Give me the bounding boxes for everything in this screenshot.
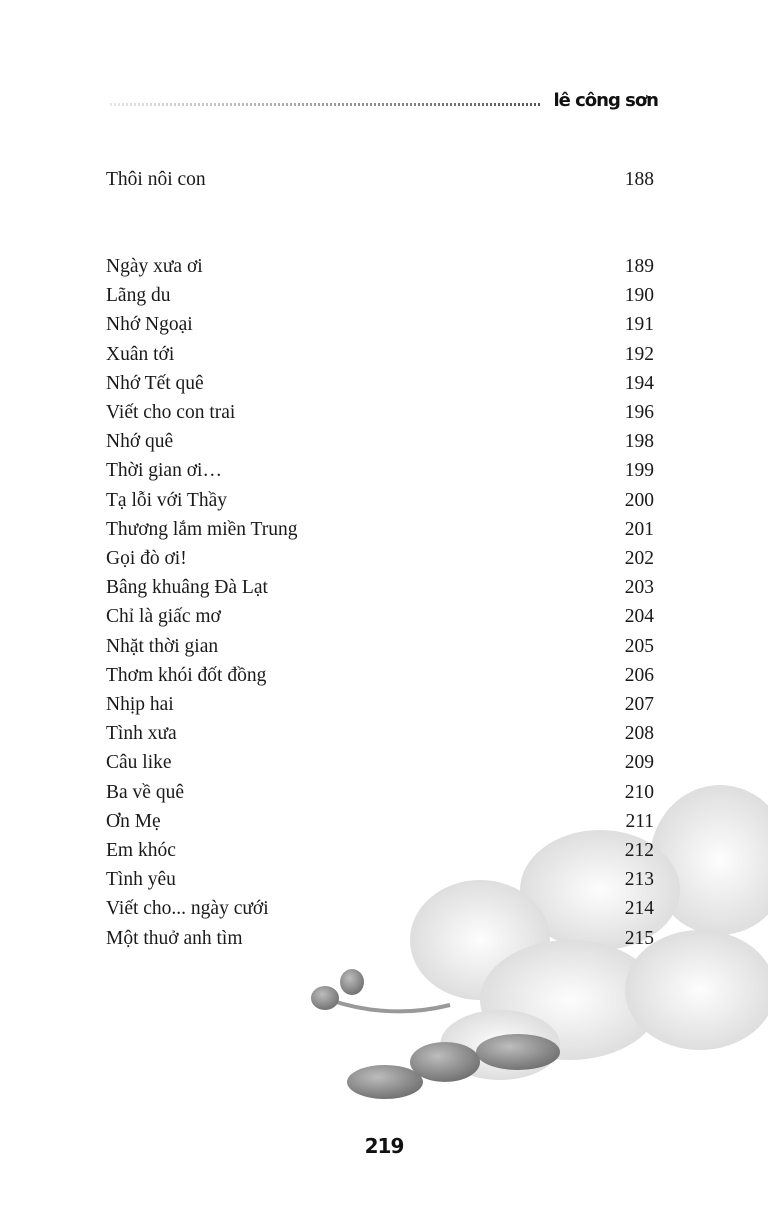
toc-entry-page: 202 xyxy=(624,548,654,569)
page-number: 219 xyxy=(364,1134,404,1158)
toc-entry-title: Ba về quê xyxy=(106,781,184,803)
toc-entry-title: Xuân tới xyxy=(106,343,175,365)
toc-entry-page: 196 xyxy=(624,402,654,423)
toc-entry-title: Viết cho con trai xyxy=(106,402,236,423)
toc-entry-page: 194 xyxy=(624,372,654,394)
toc-entry xyxy=(106,927,654,951)
toc-entry xyxy=(106,605,654,629)
toc-entry xyxy=(106,722,654,746)
toc-entry-title: Thương lắm miền Trung xyxy=(106,518,298,540)
toc-entry xyxy=(106,284,654,308)
toc-entry-title: Lãng du xyxy=(106,285,171,307)
toc-entry xyxy=(106,313,654,337)
toc-entry xyxy=(106,751,654,775)
toc-entry xyxy=(106,430,654,454)
toc-entry-title: Em khóc xyxy=(106,840,176,861)
toc-entry-page: 208 xyxy=(624,723,654,745)
toc-entry-page: 213 xyxy=(624,869,654,891)
toc-entry-title: Gọi đò ơi! xyxy=(106,548,187,569)
toc-entry xyxy=(106,576,654,600)
toc-entry-title: Ơn Mẹ xyxy=(106,810,161,832)
running-header-author: lê công sơn xyxy=(553,90,658,111)
toc-entry-page: 207 xyxy=(624,694,654,715)
toc-entry xyxy=(106,547,654,571)
toc-entry xyxy=(106,693,654,717)
toc-entry xyxy=(106,635,654,659)
toc-entry xyxy=(106,401,654,425)
toc-entry-title: Nhịp hai xyxy=(106,694,174,715)
toc-entry-page: 215 xyxy=(624,927,654,949)
toc-entry-title: Tình xưa xyxy=(106,723,177,745)
toc-entry-title: Thơm khói đốt đồng xyxy=(106,664,267,686)
toc-entry xyxy=(106,489,654,513)
toc-entry-title: Thôi nôi con xyxy=(106,169,206,190)
toc-entry-page: 211 xyxy=(625,810,654,832)
toc-entry-page: 204 xyxy=(624,606,654,628)
toc-entry-page: 199 xyxy=(624,460,654,482)
toc-entry-page: 191 xyxy=(624,314,654,336)
toc-entry xyxy=(106,168,654,192)
toc-entry xyxy=(106,810,654,834)
header-dotted-rule xyxy=(110,103,542,106)
toc-entry xyxy=(106,897,654,921)
toc-entry-title: Chỉ là giấc mơ xyxy=(106,606,221,628)
toc-entry-page: 198 xyxy=(624,431,654,453)
toc-entry-page: 206 xyxy=(624,664,654,686)
toc-entry-page: 200 xyxy=(624,489,654,511)
toc-entry-title: Ngày xưa ơi xyxy=(106,256,203,277)
toc-entry-title: Viết cho... ngày cưới xyxy=(106,898,269,920)
toc-entry-title: Tạ lỗi với Thầy xyxy=(106,489,227,511)
toc-entry-title: Bâng khuâng Đà Lạt xyxy=(106,577,268,599)
toc-entry-page: 201 xyxy=(624,518,654,540)
toc-entry-page: 212 xyxy=(624,840,654,861)
toc-entry-title: Một thuở anh tìm xyxy=(106,927,243,949)
toc-entry-page: 205 xyxy=(624,635,654,657)
toc-entry-page: 209 xyxy=(624,752,654,774)
toc-entry-page: 189 xyxy=(624,256,654,277)
toc-entry-title: Tình yêu xyxy=(106,869,176,891)
toc-entry xyxy=(106,459,654,483)
toc-entry-page: 203 xyxy=(624,577,654,599)
toc-entry xyxy=(106,781,654,805)
toc-entry-title: Nhớ Ngoại xyxy=(106,314,193,336)
toc-entry-page: 192 xyxy=(624,343,654,365)
toc-entry xyxy=(106,664,654,688)
toc-entry-page: 210 xyxy=(624,781,654,803)
toc-entry xyxy=(106,372,654,396)
toc-entry xyxy=(106,255,654,279)
toc-entry xyxy=(106,518,654,542)
toc-entry-title: Câu like xyxy=(106,752,172,774)
toc-entry-page: 188 xyxy=(624,169,654,190)
toc-entry-page: 190 xyxy=(624,285,654,307)
toc-entry xyxy=(106,868,654,892)
toc-entry-title: Nhớ quê xyxy=(106,431,174,453)
toc-entry-page: 214 xyxy=(624,898,654,920)
toc-entry-title: Thời gian ơi… xyxy=(106,460,222,482)
toc-entry-title: Nhớ Tết quê xyxy=(106,372,204,394)
toc-entry xyxy=(106,839,654,863)
toc-entry xyxy=(106,343,654,367)
toc-entry-title: Nhặt thời gian xyxy=(106,635,219,657)
